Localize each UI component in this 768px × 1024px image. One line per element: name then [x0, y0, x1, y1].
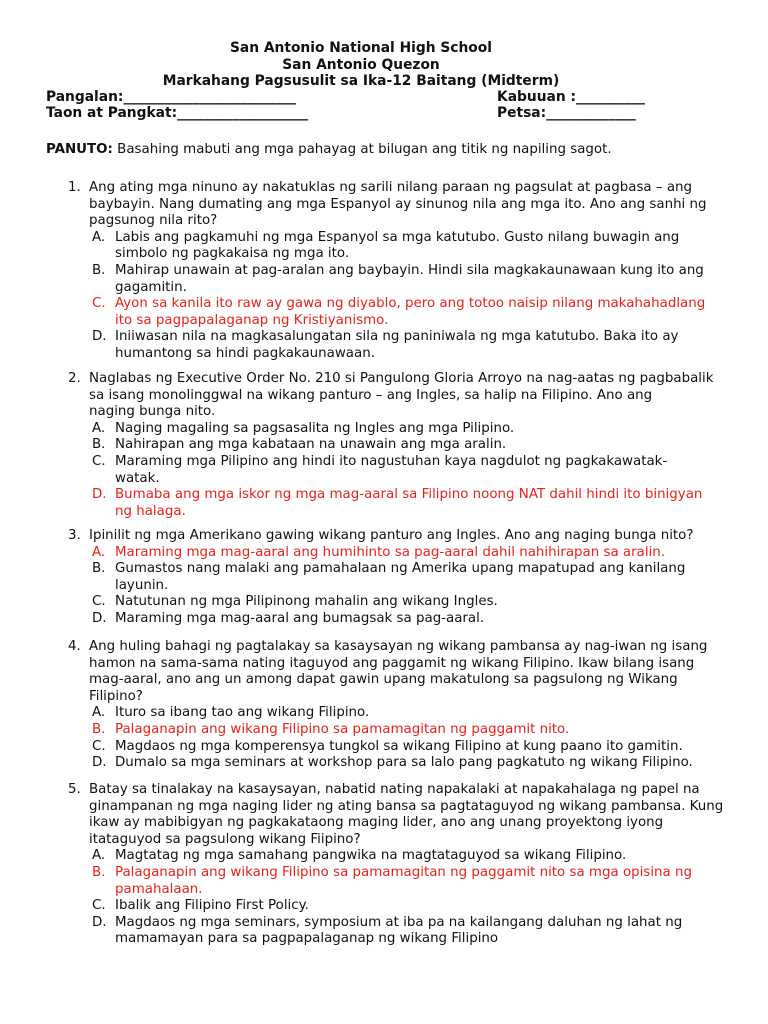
- options-list: [46, 230, 736, 363]
- options-list: [46, 848, 736, 948]
- option-text: Ayon sa kanila ito raw ay gawa ng diyablo, pero ang totoo naisip nilang makahahadlang: [115, 296, 706, 312]
- option-b[interactable]: [46, 722, 736, 739]
- option-text: Ibalik ang Filipino First Policy.: [115, 898, 309, 914]
- option-a[interactable]: [46, 230, 736, 263]
- question-number: 4.: [68, 639, 81, 654]
- option-text: Nahirapan ang mga kabataan na unawain ang mga aralin.: [115, 437, 507, 453]
- option-c[interactable]: [46, 296, 736, 329]
- question-3: [46, 528, 736, 628]
- option-b[interactable]: [46, 865, 736, 898]
- stem-line: Ipinilit ng mga Amerikano gawing wikang panturo ang Ingles. Ano ang naging bunga nito?: [89, 528, 694, 543]
- option-text: Magtatag ng mga samahang pangwika na magtataguyod sa wikang Filipino.: [115, 848, 627, 864]
- option-text: humantong sa hindi pagkakaunawaan.: [115, 345, 375, 361]
- option-letter: D.: [92, 610, 107, 626]
- option-letter: B.: [92, 437, 106, 453]
- option-d[interactable]: [46, 487, 736, 520]
- option-text: Naging magaling sa pagsasalita ng Ingles ang mga Pilipino.: [115, 420, 515, 436]
- option-letter: B.: [92, 864, 106, 880]
- stem-line: Filipino?: [89, 688, 143, 704]
- question-2: [46, 371, 736, 520]
- option-text: layunin.: [115, 577, 169, 593]
- school-name: San Antonio National High School: [229, 40, 492, 56]
- option-letter: B.: [92, 262, 106, 278]
- stem-line: Ang ating mga ninuno ay nakatuklas ng sarili nilang paraan ng pagsulat at pagbasa – ang: [89, 180, 693, 195]
- question-number: 2.: [68, 371, 81, 386]
- options-list: [46, 545, 736, 628]
- question-stem: [46, 782, 736, 848]
- option-letter: A.: [92, 229, 106, 245]
- option-c[interactable]: [46, 594, 736, 611]
- option-text: Iniiwasan nila na magkasalungatan sila ng paniniwala ng mga katutubo. Baka ito ay: [115, 329, 679, 345]
- option-text: Palaganapin ang wikang Filipino sa pamamagitan ng paggamit nito sa mga opisina ng: [115, 864, 692, 880]
- option-letter: C.: [92, 594, 106, 610]
- option-text: Maraming mga mag-aaral ang humihinto sa pag-aaral dahil nahihirapan sa aralin.: [115, 544, 666, 560]
- option-letter: C.: [92, 738, 106, 754]
- exam-title: Markahang Pagsusulit sa Ika-12 Baitang (Midterm): [162, 73, 560, 90]
- stem-line: Naglabas ng Executive Order No. 210 si Pangulong Gloria Arroyo na nag-aatas ng pagbabalik: [89, 371, 714, 386]
- option-letter: B.: [92, 561, 106, 577]
- option-letter: A.: [92, 544, 106, 560]
- option-c[interactable]: [46, 739, 736, 756]
- options-list: [46, 421, 736, 521]
- stem-line: baybayin. Nang dumating ang mga Espanyol ay sinunog nila ang mga ito. Ano ang sanhi ng: [89, 196, 707, 212]
- option-text: mamamayan para sa pagpapalaganap ng wikang Filipino: [115, 931, 499, 947]
- option-a[interactable]: [46, 705, 736, 722]
- stem-line: itataguyod sa pagsulong wikang Fiipino?: [89, 831, 361, 847]
- question-4: [46, 639, 736, 772]
- year-section-field[interactable]: Taon at Pangkat:___________________: [46, 105, 309, 121]
- option-c[interactable]: [46, 454, 736, 487]
- option-text: Gumastos nang malaki ang pamahalaan ng Amerika upang mapatupad ang kanilang: [115, 561, 686, 577]
- option-letter: D.: [92, 487, 107, 503]
- option-b[interactable]: [46, 561, 736, 594]
- stem-line: ginampanan ng mga naging lider ng ating bansa sa pagtataguyod ng wikang pambansa. Kung: [89, 798, 724, 814]
- stem-line: Batay sa tinalakay na kasaysayan, nabatid nating napakalaki at napakahalaga ng papel na: [89, 782, 700, 797]
- name-field[interactable]: Pangalan:_________________________: [46, 89, 296, 105]
- stem-line: mag-aaral, ano ang un among dapat gawin upang makatulong sa pagsulong ng Wikang: [89, 672, 678, 688]
- option-text: ito sa pagpapalaganap ng Kristiyanismo.: [115, 312, 389, 328]
- option-c[interactable]: [46, 898, 736, 915]
- option-a[interactable]: [46, 848, 736, 865]
- stem-line: pagsunog nila rito?: [89, 213, 218, 229]
- option-text: ng halaga.: [115, 503, 186, 519]
- option-text: Natutunan ng mga Pilipinong mahalin ang wikang Ingles.: [115, 594, 498, 610]
- option-text: Magdaos ng mga komperensya tungkol sa wikang Filipino at kung paano ito gamitin.: [115, 738, 683, 754]
- question-1: [46, 180, 736, 363]
- option-letter: D.: [92, 755, 107, 771]
- option-text: Mahirap unawain at pag-aralan ang baybayin. Hindi sila magkakaunawaan kung ito ang: [115, 262, 704, 278]
- question-stem: [46, 639, 736, 705]
- option-text: gagamitin.: [115, 279, 187, 295]
- option-text: Bumaba ang mga iskor ng mga mag-aaral sa Filipino noong NAT dahil hindi ito binigyan: [115, 487, 703, 503]
- option-text: simbolo ng pagkakaisa ng mga ito.: [115, 246, 350, 262]
- option-text: Maraming mga mag-aaral ang bumagsak sa pag-aaral.: [115, 610, 485, 626]
- exam-header: [0, 40, 722, 90]
- option-text: Maraming mga Pilipino ang hindi ito nagustuhan kaya nagdulot ng pagkakawatak-: [115, 453, 668, 469]
- options-list: [46, 705, 736, 771]
- question-stem: [46, 528, 736, 545]
- option-letter: D.: [92, 329, 107, 345]
- question-number: 5.: [68, 782, 81, 797]
- stem-line: hamon na sama-sama nating itaguyod ang paggamit ng wikang Filipino. Ikaw bilang isang: [89, 655, 695, 671]
- option-a[interactable]: [46, 545, 736, 562]
- instructions-label: PANUTO:: [46, 142, 113, 157]
- option-b[interactable]: [46, 263, 736, 296]
- school-location: San Antonio Quezon: [282, 56, 440, 73]
- option-letter: B.: [92, 721, 106, 737]
- stem-line: Ang huling bahagi ng pagtalakay sa kasaysayan ng wikang pambansa ay nag-iwan ng isang: [89, 639, 708, 654]
- option-letter: C.: [92, 296, 106, 312]
- question-stem: [46, 371, 736, 421]
- option-letter: C.: [92, 898, 106, 914]
- option-letter: A.: [92, 420, 106, 436]
- option-b[interactable]: [46, 437, 736, 454]
- stem-line: ikaw ay mabibigyan ng pagkakataong maging lider, ano ang unang proyektong iyong: [89, 815, 664, 831]
- option-d[interactable]: [46, 755, 736, 772]
- option-d[interactable]: [46, 915, 736, 948]
- stem-line: sa isang monolinggwal na wikang panturo – ang Ingles, sa halip na Filipino. Ano ang: [89, 387, 653, 403]
- option-a[interactable]: [46, 421, 736, 438]
- question-5: [46, 782, 736, 948]
- name-total-row: [46, 89, 706, 106]
- option-letter: C.: [92, 453, 106, 469]
- option-text: Magdaos ng mga seminars, symposium at iba pa na kailangang daluhan ng lahat ng: [115, 914, 683, 930]
- option-text: Labis ang pagkamuhi ng mga Espanyol sa mga katutubo. Gusto nilang buwagin ang: [115, 229, 680, 245]
- instructions-text: Basahing mabuti ang mga pahayag at bilugan ang titik ng napiling sagot.: [112, 142, 612, 157]
- option-letter: A.: [92, 705, 106, 721]
- option-letter: D.: [92, 914, 107, 930]
- option-text: Dumalo sa mga seminars at workshop para sa lalo pang pagkatuto ng wikang Filipino.: [115, 755, 693, 771]
- section-date-row: [46, 105, 706, 122]
- stem-line: naging bunga nito.: [89, 404, 216, 420]
- instructions: [46, 142, 726, 159]
- question-number: 1.: [68, 180, 81, 195]
- option-d[interactable]: [46, 611, 736, 628]
- option-text: pamahalaan.: [115, 881, 203, 897]
- option-text: Ituro sa ibang tao ang wikang Filipino.: [115, 705, 370, 721]
- option-text: Palaganapin ang wikang Filipino sa pamamagitan ng paggamit nito.: [115, 721, 570, 737]
- total-score-field[interactable]: Kabuuan :__________: [497, 89, 645, 105]
- option-letter: A.: [92, 848, 106, 864]
- option-text: watak.: [115, 470, 160, 486]
- question-stem: [46, 180, 736, 230]
- option-d[interactable]: [46, 329, 736, 362]
- question-number: 3.: [68, 528, 81, 543]
- date-field[interactable]: Petsa:_____________: [497, 105, 636, 121]
